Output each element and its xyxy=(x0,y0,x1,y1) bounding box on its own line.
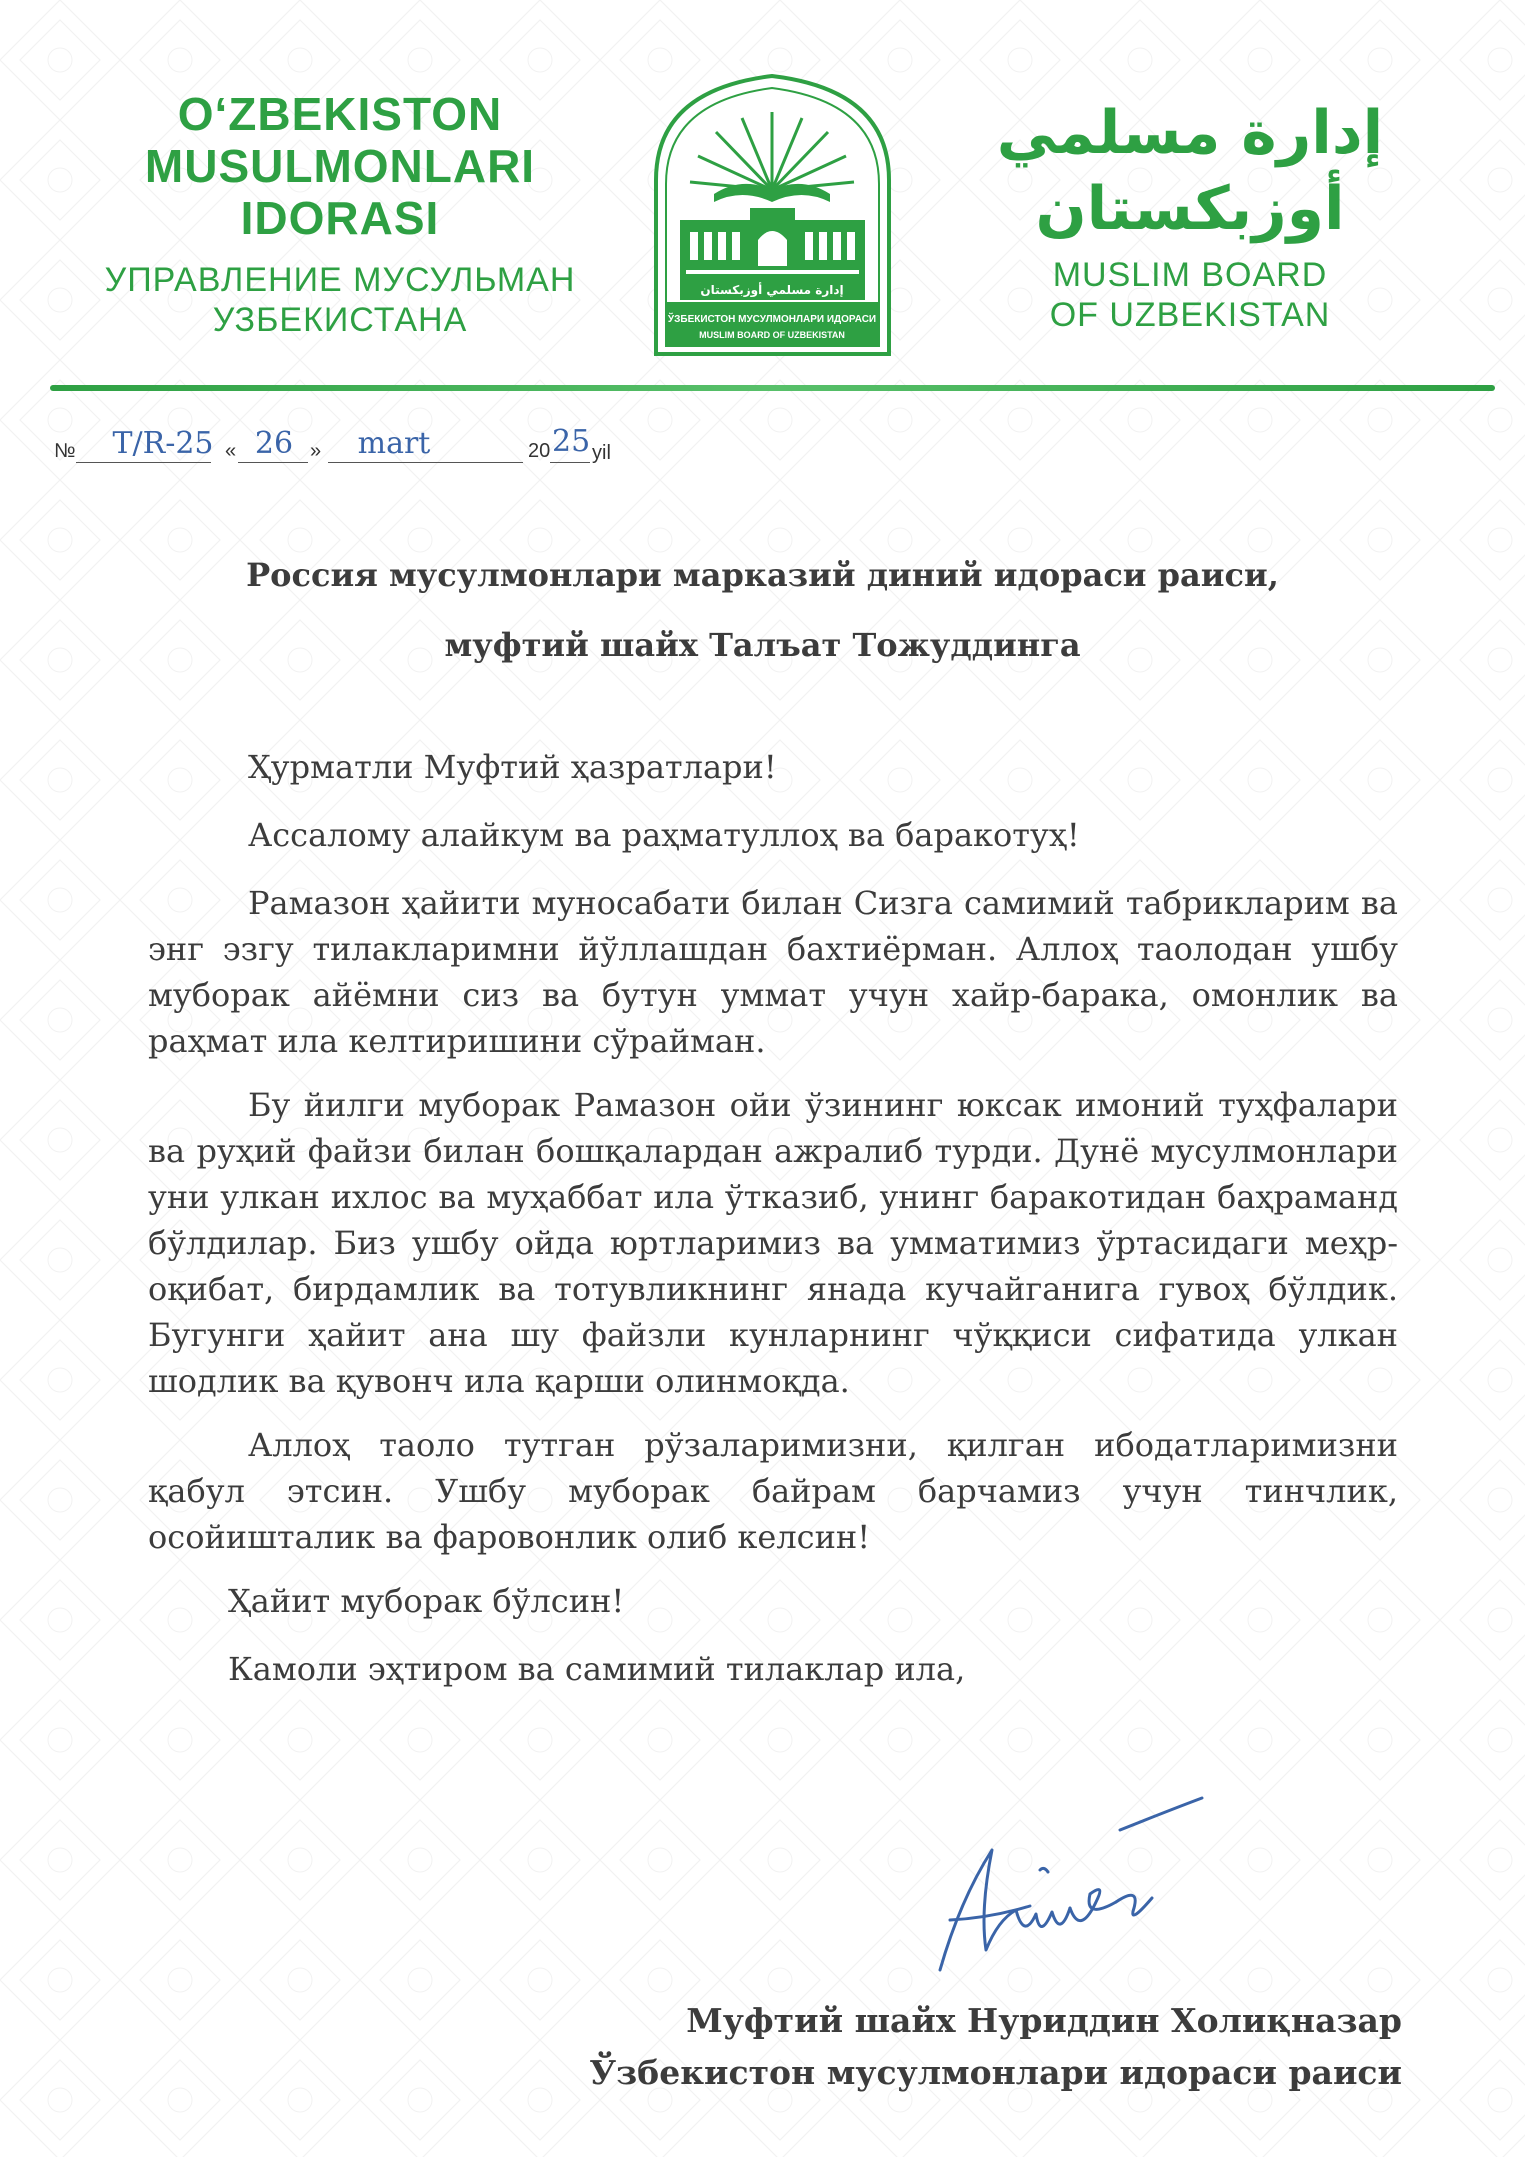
org-name-uz-line1: O‘ZBEKISTON xyxy=(177,88,503,140)
signatory-name: Муфтий шайх Нуриддин Холиқназар xyxy=(686,2001,1402,2040)
emblem-cyrillic: ЎЗБЕКИСТОН МУСУЛМОНЛАРИ ИДОРАСИ xyxy=(667,314,877,325)
org-name-en-line1: MUSLIM BOARD xyxy=(1052,256,1328,294)
org-name-en-line2: OF UZBEKISTAN xyxy=(1049,296,1331,334)
letterhead-left xyxy=(90,88,590,340)
emblem-english: MUSLIM BOARD OF UZBEKISTAN xyxy=(699,330,845,340)
signatory-block xyxy=(589,1995,1402,2099)
org-name-ru-line2: УЗБЕКИСТАНА xyxy=(212,301,468,339)
year-underline xyxy=(550,462,590,463)
letterhead-right xyxy=(980,95,1400,335)
addressee-line1: Россия мусулмонлари марказий диний идораси раиси, xyxy=(246,556,1279,594)
emblem-arabic: إدارة مسلمي أوزبكستان xyxy=(700,283,844,297)
org-name-uz-line2: MUSULMONLARI xyxy=(144,140,536,192)
year-prefix: 20 xyxy=(528,440,551,462)
greeting-line1: Ҳурматли Муфтий ҳазратлари! xyxy=(248,748,777,786)
number-underline xyxy=(76,462,211,463)
org-name-ru-line1: УПРАВЛЕНИЕ МУСУЛЬМАН xyxy=(104,261,576,299)
closing-line1: Ҳайит муборак бўлсин! xyxy=(228,1582,625,1620)
month-underline xyxy=(328,462,523,463)
letter-body xyxy=(148,744,1398,1714)
reference-number: T/R-25 xyxy=(112,426,214,461)
day-underline xyxy=(238,462,308,463)
reference-line xyxy=(54,426,754,466)
greeting-line2: Ассалому алайкум ва раҳматуллоҳ ва баракотуҳ! xyxy=(248,816,1080,854)
org-name-uz-line3: IDORASI xyxy=(240,192,440,244)
open-quote: « xyxy=(225,440,237,462)
reference-year: 25 xyxy=(552,424,591,459)
addressee xyxy=(0,540,1525,680)
letterhead-divider xyxy=(50,385,1495,391)
closing-line2: Камоли эҳтиром ва самимий тилаклар ила, xyxy=(228,1650,966,1688)
reference-day: 26 xyxy=(254,426,294,461)
signatory-title: Ўзбекистон мусулмонлари идораси раиси xyxy=(589,2053,1402,2092)
organization-emblem xyxy=(650,70,895,360)
org-name-ar-line1: إدارة مسلمي xyxy=(996,98,1384,168)
handwritten-signature xyxy=(920,1790,1220,1980)
paragraph-1: Рамазон ҳайити муносабати билан Сизга самимий табрикларим ва энг эзгу тилакларимни йўллашдан бахтиёрман. Аллоҳ таолодан ушбу муборак айёмни сиз ва бутун уммат учун хайр-барака, омонлик ва раҳмат ила келтиришини сўрайман. xyxy=(148,884,1398,1060)
number-sign: № xyxy=(54,440,76,462)
year-label: yil xyxy=(592,442,611,464)
paragraph-3: Аллоҳ таоло тутган рўзаларимизни, қилган ибодатларимизни қабул этсин. Ушбу муборак байрам барчамиз учун тинчлик, осойишталик ва фаровонлик олиб келсин! xyxy=(148,1426,1398,1556)
addressee-line2: муфтий шайх Талъат Тожуддинга xyxy=(444,626,1081,664)
close-quote: » xyxy=(310,440,322,462)
paragraph-2: Бу йилги муборак Рамазон ойи ўзининг юксак имоний туҳфалари ва руҳий файзи билан бошқалардан ажралиб турди. Дунё мусулмонлари уни улкан ихлос ва муҳаббат ила ўтказиб, унинг баракотидан баҳраманд бўлдилар. Биз ушбу ойда юртларимиз ва умматимиз ўртасидаги меҳр-оқибат, бирдамлик ва тотувликнинг янада кучайганига гувоҳ бўлдик. Бугунги ҳайит ана шу файзли кунларнинг чўққиси сифатида улкан шодлик ва қувонч ила қарши олинмоқда. xyxy=(148,1086,1398,1400)
reference-month: mart xyxy=(357,426,431,461)
org-name-ar-line2: أوزبكستان xyxy=(1035,174,1345,244)
